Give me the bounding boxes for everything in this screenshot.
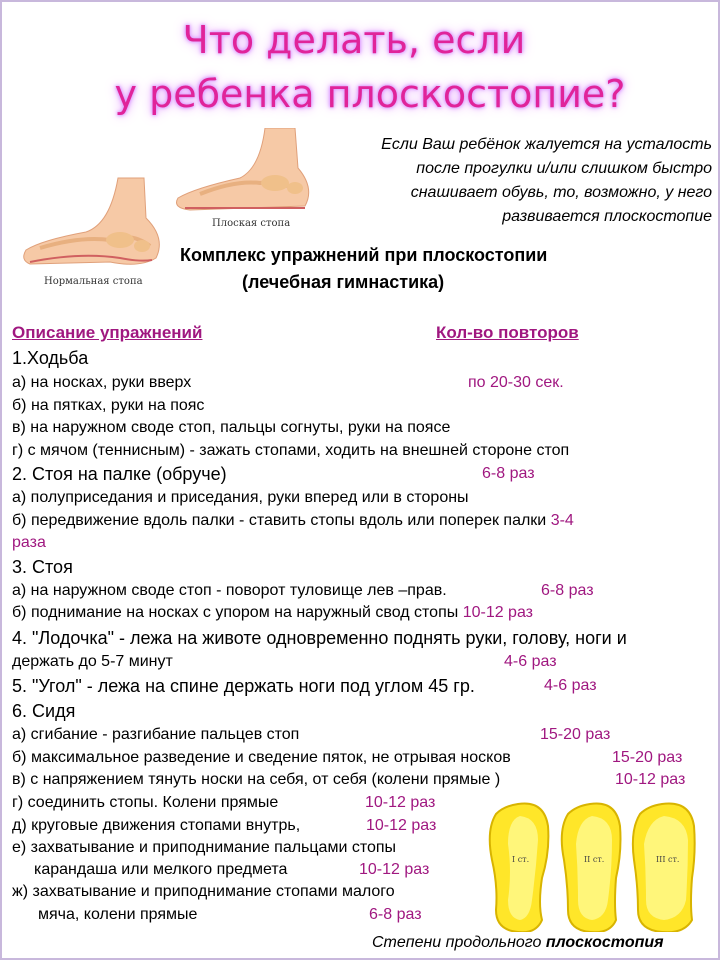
intro-line: после прогулки и/или слишком быстро <box>416 160 712 177</box>
intro-line: Если Ваш ребёнок жалуется на усталость <box>381 136 712 153</box>
exercise-row: а) на носках, руки вверх <box>12 374 192 391</box>
footprints-caption: Степени продольного плоскостопия <box>372 934 664 951</box>
reps-value: 10-12 раз <box>359 861 430 878</box>
reps-value: раза <box>12 534 46 551</box>
footprints-illustration <box>478 796 714 932</box>
degree-label: II ст. <box>584 855 605 864</box>
section-angle: 5. "Угол" - лежа на спине держать ноги под углом 45 гр. <box>12 676 475 696</box>
exercise-row: а) полуприседания и приседания, руки вперед или в стороны <box>12 489 469 506</box>
complex-subtitle: (лечебная гимнастика) <box>242 272 445 292</box>
exercise-row: а) сгибание - разгибание пальцев стоп <box>12 726 300 743</box>
flat-foot-image <box>177 128 309 210</box>
exercise-row: держать до 5-7 минут <box>12 653 173 670</box>
complex-title: Комплекс упражнений при плоскостопии <box>180 245 548 265</box>
footprint-degree-3 <box>633 803 695 932</box>
exercise-row: б) передвижение вдоль палки - ставить стопы вдоль или поперек палки 3-4 <box>12 512 574 529</box>
title-line-2: у ребенка плоскостопие? <box>114 72 626 116</box>
reps-value: 15-20 раз <box>540 726 611 743</box>
exercise-row: г) соединить стопы. Колени прямые <box>12 794 279 811</box>
reps-value: 4-6 раз <box>504 653 557 670</box>
reps-value: 6-8 раз <box>541 582 594 599</box>
degree-label: I ст. <box>512 855 530 864</box>
exercise-row: а) на наружном своде стоп - поворот туловище лев –прав. <box>12 582 447 599</box>
exercise-row: б) на пятках, руки на пояс <box>12 397 205 414</box>
reps-value: 4-6 раз <box>544 677 597 694</box>
exercise-row: б) максимальное разведение и сведение пяток, не отрывая носков <box>12 749 511 766</box>
exercise-row: мяча, колени прямые <box>38 906 198 923</box>
section-walking: 1.Ходьба <box>12 348 89 368</box>
exercise-row: ж) захватывание и приподнимание стопами малого <box>12 883 395 900</box>
flat-foot-label: Плоская стопа <box>212 218 291 229</box>
reps-value: 6-8 раз <box>482 465 535 482</box>
exercise-row: в) на наружном своде стоп, пальцы согнуты, руки на поясе <box>12 419 451 436</box>
intro-text <box>312 133 712 229</box>
exercise-row: б) поднимание на носках с упором на наружный свод стопы 10-12 раз <box>12 604 534 621</box>
section-boat: 4. "Лодочка" - лежа на животе одновременно поднять руки, голову, ноги и <box>12 628 627 648</box>
reps-value: 10-12 раз <box>365 794 436 811</box>
section-sitting: 6. Сидя <box>12 701 76 721</box>
column-header-reps: Кол-во повторов <box>436 323 579 342</box>
intro-line: снашивает обувь, то, возможно, у него <box>410 184 712 201</box>
footprint-degree-1 <box>490 803 549 932</box>
exercise-row: д) круговые движения стопами внутрь, <box>12 817 301 834</box>
reps-value: 10-12 раз <box>615 771 686 788</box>
intro-line: развивается плоскостопие <box>502 208 712 225</box>
reps-value: по 20-30 сек. <box>468 374 564 391</box>
normal-foot-label: Нормальная стопа <box>44 276 143 287</box>
normal-foot-image <box>24 178 160 264</box>
reps-value: 10-12 раз <box>366 817 437 834</box>
section-stick: 2. Стоя на палке (обруче) <box>12 464 227 484</box>
reps-value: 15-20 раз <box>612 749 683 766</box>
exercise-row: в) с напряжением тянуть носки на себя, от себя (колени прямые ) <box>12 771 501 788</box>
footprint-degree-2 <box>562 803 621 932</box>
reps-value: 6-8 раз <box>369 906 422 923</box>
column-header-description: Описание упражнений <box>12 323 203 342</box>
exercise-row: карандаша или мелкого предмета <box>34 861 288 878</box>
title-line-1: Что делать, если <box>182 18 526 62</box>
exercise-row: г) с мячом (теннисным) - зажать стопами, ходить на внешней стороне стоп <box>12 442 570 459</box>
degree-label: III ст. <box>656 855 680 864</box>
section-standing: 3. Стоя <box>12 557 73 577</box>
exercise-row: е) захватывание и приподнимание пальцами стопы <box>12 839 397 856</box>
